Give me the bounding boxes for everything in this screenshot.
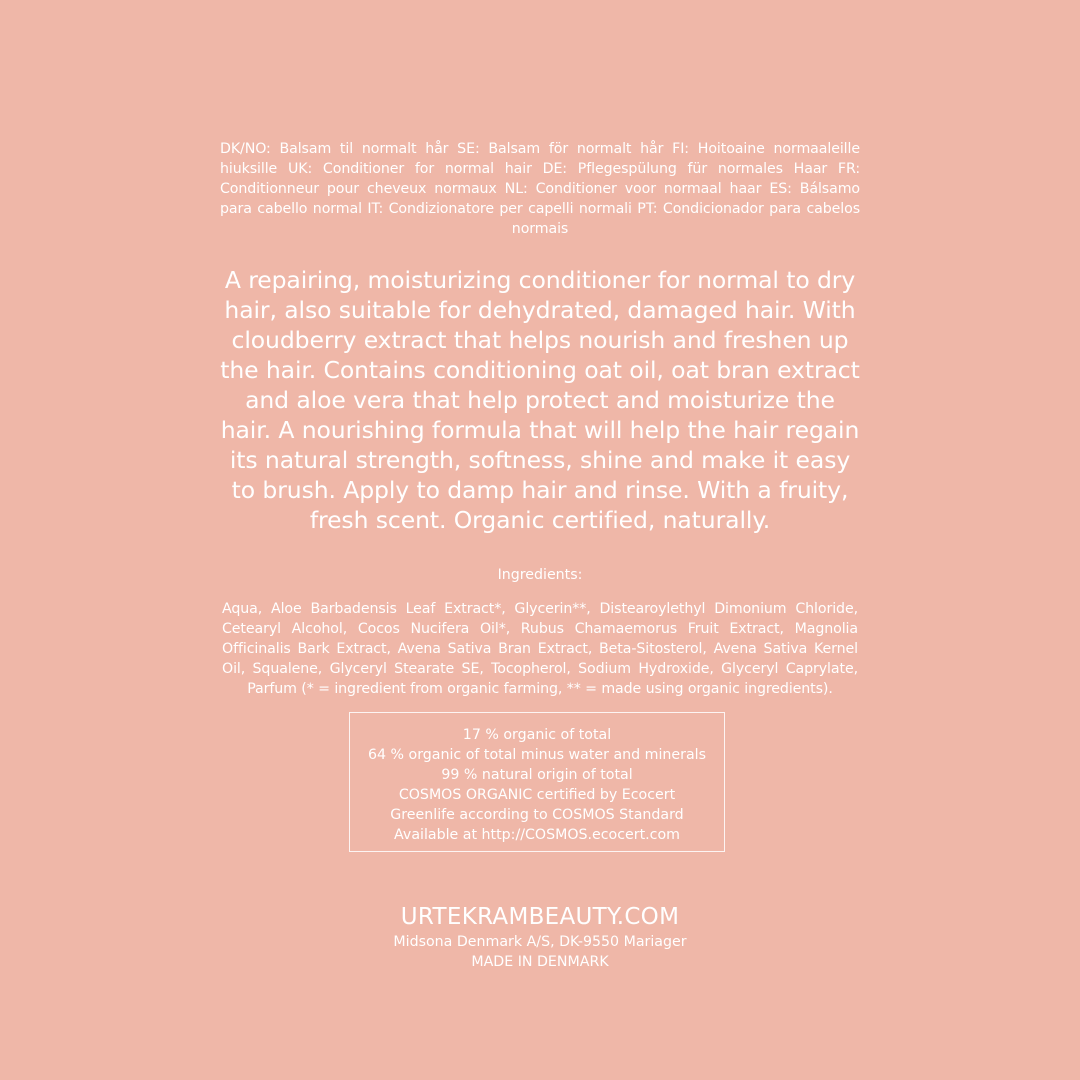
- certification-line-organic-total: 17 % organic of total: [462, 727, 612, 743]
- certification-lines: [350, 725, 724, 845]
- certification-line-organic-minus-water: 64 % organic of total minus water and minerals: [367, 747, 707, 763]
- website-url: URTEKRAMBEAUTY.COM: [400, 904, 680, 930]
- made-in-label: MADE IN DENMARK: [471, 954, 609, 970]
- product-name-translations: DK/NO: Balsam til normalt hår SE: Balsam för normalt hår FI: Hoitoaine normaaleille hiuksille UK: Conditioner for normal hair DE: Pflegespülung für normales Haar FR: Conditionneur pour cheveux normaux NL: Conditioner voor normaal haar ES: Bálsamo para cabello normal IT: Condizionatore per capelli normali PT: Condicionador para cabelos normais: [220, 141, 860, 238]
- ingredients-heading: Ingredients:: [497, 567, 583, 583]
- ingredients-list: Aqua, Aloe Barbadensis Leaf Extract*, Glycerin**, Distearoylethyl Dimonium Chloride, Cetearyl Alcohol, Cocos Nucifera Oil*, Rubus Chamaemorus Fruit Extract, Magnolia Officinalis Bark Extract, Avena Sativa Bran Extract, Beta-Sitosterol, Avena Sativa Kernel Oil, Squalene, Glyceryl Stearate SE, Tocopherol, Sodium Hydroxide, Glyceryl Caprylate, Parfum (* = ingredient from organic farming, ** = made using organic ingredients).: [222, 601, 858, 698]
- certification-line-cosmos-organic: COSMOS ORGANIC certified by Ecocert: [398, 787, 676, 803]
- certification-line-greenlife: Greenlife according to COSMOS Standard: [390, 807, 684, 823]
- product-description: A repairing, moisturizing conditioner for normal to dry hair, also suitable for dehydrated, damaged hair. With cloudberry extract that helps nourish and freshen up the hair. Contains conditioning oat oil, oat bran extract and aloe vera that help protect and moisturize the hair. A nourishing formula that will help the hair regain its natural strength, softness, shine and make it easy to brush. Apply to damp hair and rinse. With a fruity, fresh scent. Organic certified, naturally.: [220, 265, 860, 534]
- company-address: Midsona Denmark A/S, DK-9550 Mariager: [393, 934, 687, 950]
- certification-line-available-at: Available at http://COSMOS.ecocert.com: [394, 827, 680, 843]
- certification-line-natural-origin: 99 % natural origin of total: [441, 767, 633, 783]
- certification-box: [349, 712, 725, 852]
- label-footer: [220, 902, 860, 972]
